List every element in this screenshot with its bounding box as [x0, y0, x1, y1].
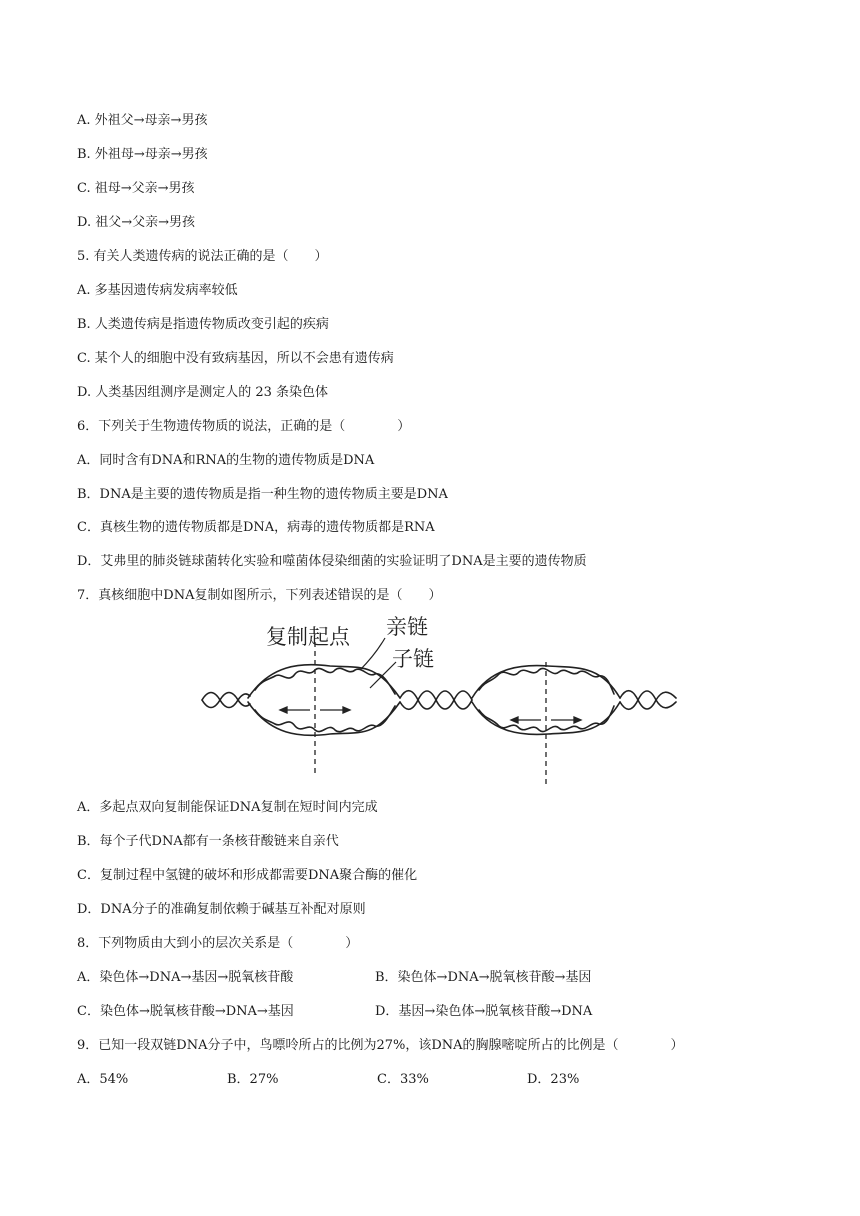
q8-option-d: D．基因→染色体→脱氧核苷酸→DNA — [375, 1004, 593, 1019]
q9-option-b: B．27% — [227, 1072, 279, 1087]
q9-option-c: C．33% — [377, 1072, 429, 1087]
q7-option-d: D．DNA分子的准确复制依赖于碱基互补配对原则 — [77, 902, 366, 917]
label-parent-strand: 亲链 — [386, 615, 428, 639]
q9-option-d: D．23% — [527, 1072, 580, 1087]
q6-option-c: C．真核生物的遗传物质都是DNA，病毒的遗传物质都是RNA — [77, 520, 435, 535]
q5-option-b: B. 人类遗传病是指遗传物质改变引起的疾病 — [77, 317, 329, 332]
q6-option-b: B．DNA是主要的遗传物质是指一种生物的遗传物质主要是DNA — [77, 487, 448, 502]
q6-option-d: D．艾弗里的肺炎链球菌转化实验和噬菌体侵染细菌的实验证明了DNA是主要的遗传物质 — [77, 554, 587, 569]
q8-option-a: A．染色体→DNA→基因→脱氧核苷酸 — [77, 970, 294, 985]
q7-option-c: C．复制过程中氢键的破坏和形成都需要DNA聚合酶的催化 — [77, 868, 418, 883]
dna-replication-figure — [200, 610, 685, 792]
q7-option-b: B．每个子代DNA都有一条核苷酸链来自亲代 — [77, 834, 339, 849]
q8-option-b: B．染色体→DNA→脱氧核苷酸→基因 — [375, 970, 592, 985]
q8-option-c: C．染色体→脱氧核苷酸→DNA→基因 — [77, 1004, 294, 1019]
q4-option-d: D. 祖父→父亲→男孩 — [77, 215, 196, 230]
q6-option-a: A．同时含有DNA和RNA的生物的遗传物质是DNA — [77, 453, 375, 468]
q9-stem: 9．已知一段双链DNA分子中，鸟嘌呤所占的比例为27%，该DNA的胸腺嘧啶所占的比例是（ ） — [77, 1038, 684, 1053]
q5-option-c: C. 某个人的细胞中没有致病基因，所以不会患有遗传病 — [77, 351, 394, 366]
q8-stem: 8．下列物质由大到小的层次关系是（ ） — [77, 936, 359, 951]
q4-option-a: A. 外祖父→母亲→男孩 — [77, 113, 208, 128]
q7-stem: 7．真核细胞中DNA复制如图所示，下列表述错误的是（ ） — [77, 588, 442, 603]
q5-option-a: A. 多基因遗传病发病率较低 — [77, 283, 238, 298]
q5-option-d: D. 人类基因组测序是测定人的 23 条染色体 — [77, 385, 329, 400]
q7-option-a: A．多起点双向复制能保证DNA复制在短时间内完成 — [77, 800, 378, 815]
q6-stem: 6．下列关于生物遗传物质的说法，正确的是（ ） — [77, 419, 411, 434]
q4-option-b: B. 外祖母→母亲→男孩 — [77, 147, 208, 162]
label-replication-origin: 复制起点 — [266, 625, 350, 649]
q9-option-a: A．54% — [77, 1072, 129, 1087]
q4-option-c: C. 祖母→父亲→男孩 — [77, 181, 195, 196]
label-daughter-strand: 子链 — [392, 647, 434, 671]
q5-stem: 5. 有关人类遗传病的说法正确的是（ ） — [77, 249, 328, 264]
